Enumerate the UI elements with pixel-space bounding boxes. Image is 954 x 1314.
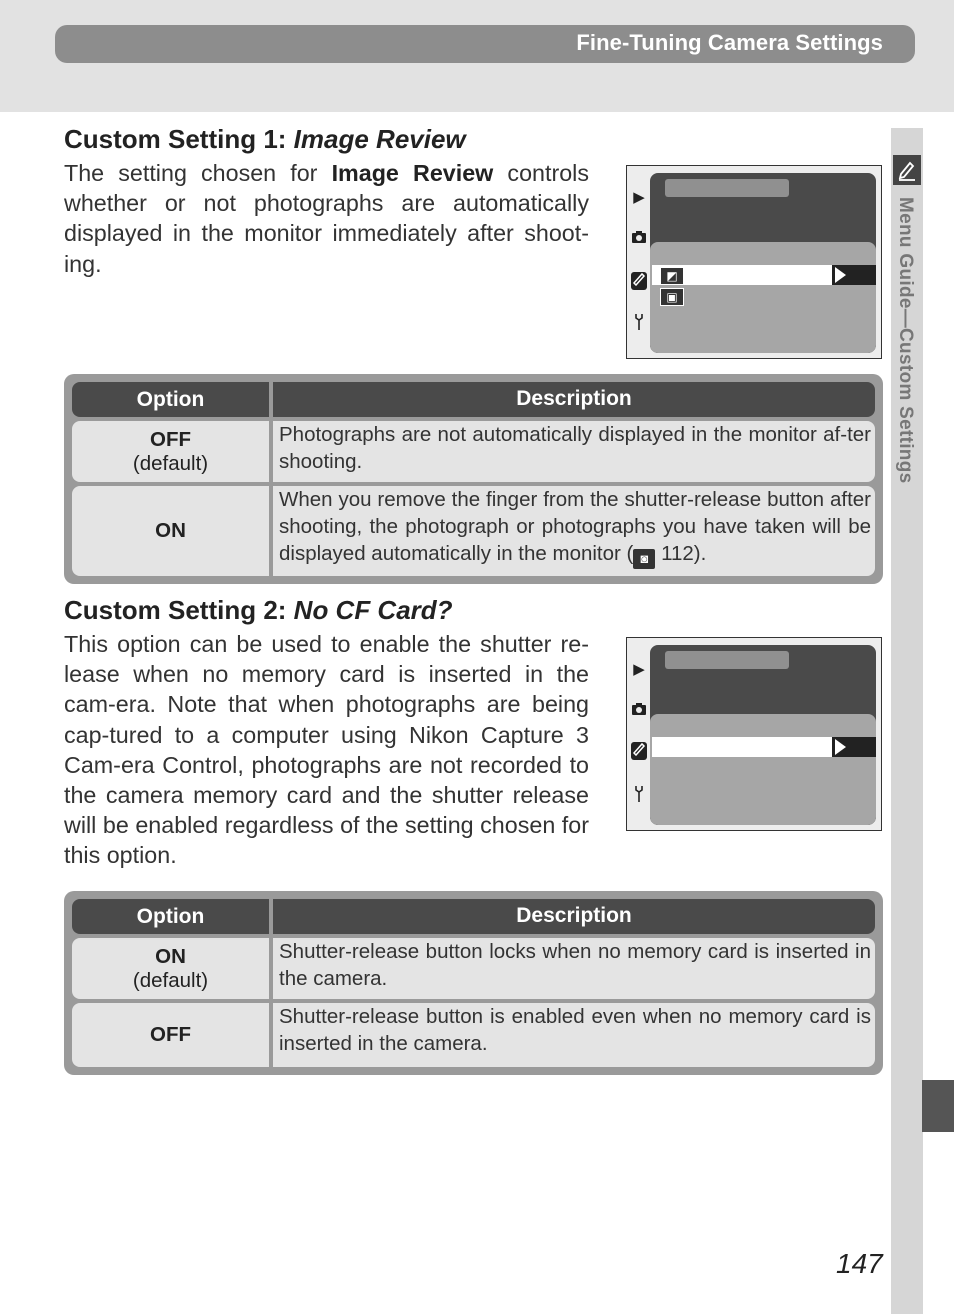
side-tab [893, 155, 921, 185]
review-off-icon: ◩ [660, 267, 684, 285]
option-value: ON [155, 944, 186, 968]
options-table-1 [64, 374, 883, 584]
section1-title-italic: Image Review [293, 124, 466, 154]
table-row [72, 938, 875, 999]
section1-body [64, 158, 589, 279]
section2-title [64, 595, 453, 626]
table-header-row [72, 899, 875, 934]
table-header-row [72, 382, 875, 417]
option-cell [72, 486, 269, 576]
camera-icon [631, 230, 647, 248]
header-title: Fine-Tuning Camera Settings [576, 30, 883, 55]
option-cell [72, 938, 269, 999]
camera-screen-1 [626, 165, 882, 359]
arrow-right-icon [835, 739, 846, 755]
table-row [72, 1003, 875, 1067]
pencil-icon [631, 272, 647, 290]
description-cell [273, 486, 875, 576]
description-cell: Shutter-release button is enabled even when no memory card is inserted in the camera. [273, 1003, 875, 1067]
section2-title-prefix: Custom Setting 2: [64, 595, 294, 625]
option-arrow [832, 737, 876, 757]
option-header: Option [72, 899, 269, 934]
wrench-icon [631, 785, 647, 803]
wrench-icon [631, 313, 647, 331]
option-cell [72, 421, 269, 482]
description-header: Description [273, 899, 875, 934]
table-row [72, 486, 875, 576]
section1-body-post: controls whether or not photographs are automatically displayed in the monitor immediately after shoot-ing. [64, 160, 590, 277]
options-table-2 [64, 891, 883, 1075]
thumb-tab [922, 1080, 954, 1132]
description-post: 112). [655, 541, 707, 565]
option-note: (default) [132, 451, 209, 475]
pencil-icon [631, 742, 647, 760]
page-reference-icon: ◙ [633, 549, 655, 569]
playback-icon: ▶ [633, 660, 645, 678]
section2-body: This option can be used to enable the shutter re-lease when no memory card is inserted in the cam-era. Note that when photographs are being cap-tured to a computer using Nikon Capture 3 Cam-era Control, photographs are not recorded to the camera memory card and the shutter release will be enabled regardless of the setting chosen for this option. [64, 631, 589, 869]
section1-title-prefix: Custom Setting 1: [64, 124, 294, 154]
option-value: OFF [150, 1023, 191, 1046]
option-value: ON [155, 519, 186, 542]
side-label: Menu Guide—Custom Settings [895, 197, 916, 484]
screen-panel [650, 173, 876, 353]
option-header: Option [72, 382, 269, 417]
menu-title-placeholder [665, 651, 789, 669]
review-on-icon: ▣ [660, 288, 684, 306]
camera-screen-2 [626, 637, 882, 831]
description-cell: Photographs are not automatically displayed in the monitor af-ter shooting. [273, 421, 875, 482]
description-cell: Shutter-release button locks when no memory card is inserted in the camera. [273, 938, 875, 999]
screen-panel [650, 645, 876, 825]
section1-title [64, 124, 466, 155]
page-number: 147 [836, 1248, 883, 1279]
selected-option [652, 737, 832, 757]
description-header: Description [273, 382, 875, 417]
menu-options-area [650, 714, 876, 825]
option-arrow [832, 265, 876, 285]
arrow-right-icon [835, 267, 846, 283]
section1-body-pre: The setting chosen for [64, 160, 332, 186]
option-value: OFF [150, 427, 191, 451]
playback-icon: ▶ [633, 188, 645, 206]
pencil-icon [897, 159, 917, 181]
description-pre: When you remove the finger from the shutter-release button after shooting, the photograph or photographs you have taken will be displayed automatically in the monitor ( [279, 488, 871, 565]
header-bar [55, 25, 915, 63]
section2-title-italic: No CF Card? [293, 595, 453, 625]
option-note: (default) [132, 968, 209, 992]
option-cell [72, 1003, 269, 1067]
table-row [72, 421, 875, 482]
camera-icon [631, 702, 647, 720]
section1-body-bold: Image Review [331, 160, 494, 186]
menu-title-placeholder [665, 179, 789, 197]
